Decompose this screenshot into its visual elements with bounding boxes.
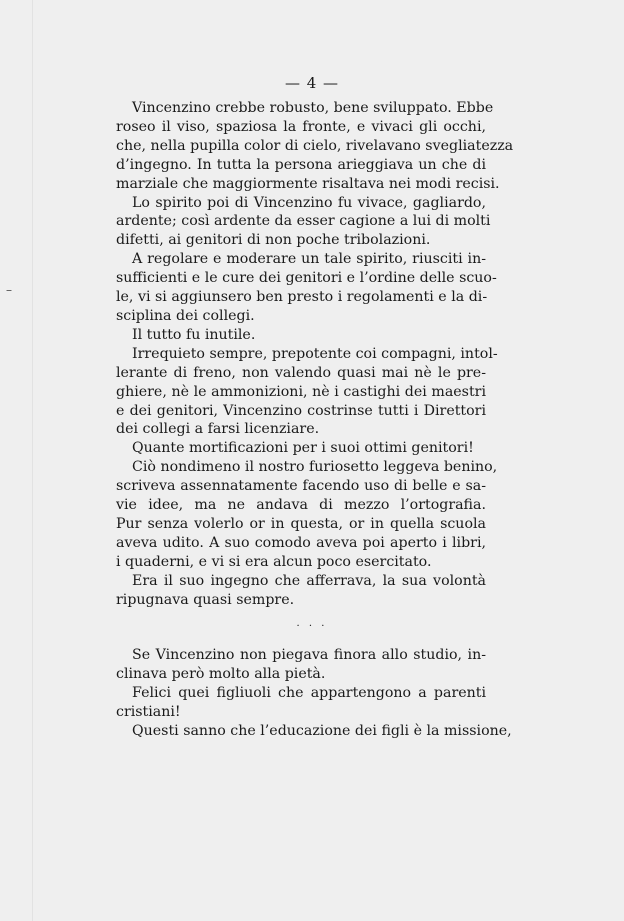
text-line: roseo il viso, spaziosa la fronte, e vivaci gli occhi, <box>116 118 486 135</box>
text-line: Se Vincenzino non piegava finora allo studio, in- <box>132 647 486 663</box>
text-line: vie idee, ma ne andava di mezzo l’ortografia. <box>116 497 486 514</box>
text-line: i quaderni, e vi si era alcun poco esercitato. <box>116 553 432 570</box>
text-line: Questi sanno che l’educazione dei figli è la missione, <box>132 722 512 739</box>
text-line: Il tutto fu inutile. <box>132 326 256 343</box>
text-line: aveva udito. A suo comodo aveva poi aperto i libri, <box>116 534 486 551</box>
text-line: marziale che maggiormente risaltava nei modi recisi. <box>116 175 500 192</box>
text-line: d’ingegno. In tutta la persona arieggiava un che di <box>116 156 486 173</box>
text-line: ardente; così ardente da esser cagione a lui di molti <box>116 213 491 230</box>
text-line: Era il suo ingegno che afferrava, la sua volontà <box>132 572 486 589</box>
text-line: Vincenzino crebbe robusto, bene sviluppato. Ebbe <box>132 100 494 116</box>
text-line: scriveva assennatamente facendo uso di belle e sa- <box>116 478 486 495</box>
margin-mark: – <box>6 283 12 297</box>
text-line: e dei genitori, Vincenzino costrinse tutti i Direttori <box>116 402 486 419</box>
text-line: clinava però molto alla pietà. <box>116 665 326 682</box>
text-line: cristiani! <box>116 703 181 720</box>
text-line: Quante mortificazioni per i suoi ottimi genitori! <box>132 440 474 457</box>
text-line: Lo spirito poi di Vincenzino fu vivace, gagliardo, <box>132 194 486 211</box>
text-line: sufficienti e le cure dei genitori e l’ordine delle scuo- <box>116 270 497 287</box>
text-line: Ciò nondimeno il nostro furiosetto leggeva benino, <box>132 459 498 476</box>
text-block-lower <box>116 646 512 741</box>
page-number: — 4 — <box>284 74 340 92</box>
text-line: Pur senza volerlo or in questa, or in quella scuola <box>116 515 486 532</box>
text-line: Irrequieto sempre, prepotente coi compagni, intol- <box>132 345 498 362</box>
text-line: ripugnava quasi sempre. <box>116 591 295 608</box>
text-line: sciplina dei collegi. <box>116 307 255 324</box>
text-line: Felici quei figliuoli che appartengono a parenti <box>132 684 486 701</box>
text-line: le, vi si aggiunsero ben presto i regolamenti e la di- <box>116 289 488 306</box>
text-block-upper <box>116 99 514 609</box>
text-line: lerante di freno, non valendo quasi mai nè le pre- <box>116 364 486 381</box>
text-line: dei collegi a farsi licenziare. <box>116 421 320 438</box>
section-separator: · · · <box>296 621 328 632</box>
text-line: che, nella pupilla color di cielo, rivelavano svegliatezza <box>116 137 514 154</box>
text-line: A regolare e moderare un tale spirito, riusciti in- <box>132 251 486 268</box>
text-line: ghiere, nè le ammonizioni, nè i castighi dei maestri <box>116 383 486 400</box>
text-line: difetti, ai genitori di non poche tribolazioni. <box>116 232 431 249</box>
